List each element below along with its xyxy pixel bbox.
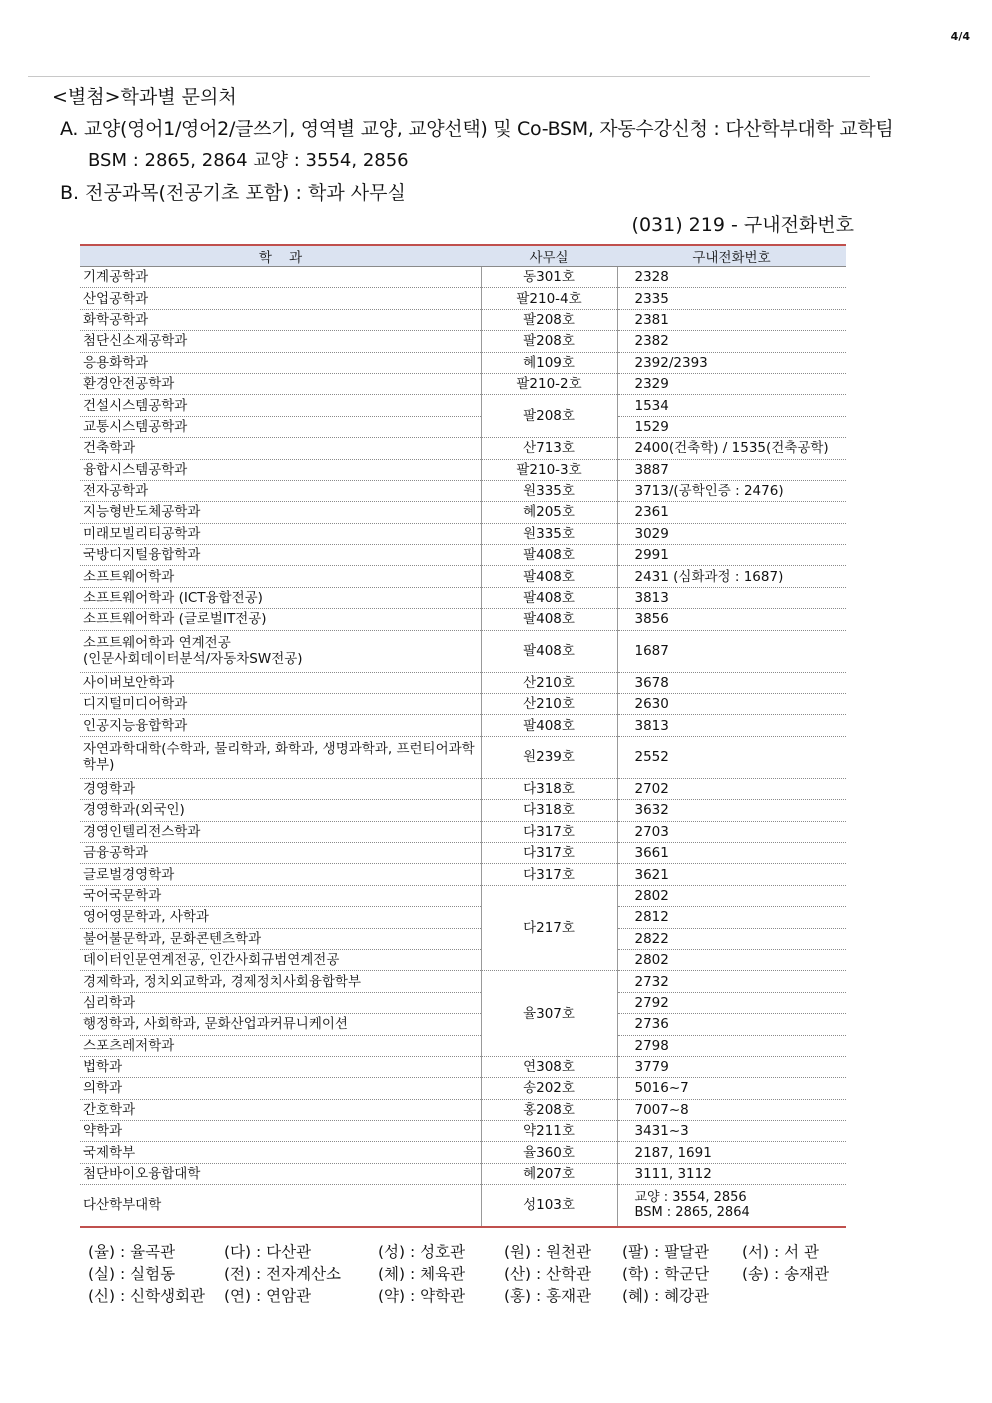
department-name: 국어국문학과 [80, 885, 481, 906]
table-row [80, 267, 846, 288]
office-room: 팔408호 [481, 630, 617, 672]
office-room: 혜205호 [481, 502, 617, 523]
table-row [80, 1078, 846, 1099]
table-row [80, 1056, 846, 1077]
legend-item: (실) : 실험동 [88, 1265, 176, 1283]
table-row [80, 309, 846, 330]
legend-item: (체) : 체육관 [378, 1265, 466, 1283]
building-legend [88, 1241, 842, 1307]
department-name: 경영인텔리전스학과 [80, 821, 481, 842]
legend-item: (팔) : 팔달관 [622, 1243, 710, 1261]
extension-number: 2798 [617, 1035, 846, 1056]
office-room: 혜109호 [481, 352, 617, 373]
office-room: 산210호 [481, 672, 617, 693]
extension-number: 7007~8 [617, 1099, 846, 1120]
table-row [80, 395, 846, 416]
office-room: 다318호 [481, 800, 617, 821]
extension-number: 2732 [617, 971, 846, 992]
office-room: 성103호 [481, 1185, 617, 1227]
extension-number: 3632 [617, 800, 846, 821]
department-name: 소프트웨어학과 (글로벌IT전공) [80, 609, 481, 630]
department-name: 응용화학과 [80, 352, 481, 373]
table-row [80, 587, 846, 608]
extension-number: 3713/(공학인증 : 2476) [617, 480, 846, 501]
department-name: 소프트웨어학과 (ICT융합전공) [80, 587, 481, 608]
department-name: 국제학부 [80, 1142, 481, 1163]
office-room: 동301호 [481, 267, 617, 288]
table-row [80, 821, 846, 842]
table-row [80, 1142, 846, 1163]
extension-number: 3029 [617, 523, 846, 544]
department-name: 데이터인문연계전공, 인간사회규범연계전공 [80, 949, 481, 970]
table-row [80, 885, 846, 906]
legend-item: (혜) : 혜강관 [622, 1287, 710, 1305]
legend-row [88, 1285, 842, 1307]
office-room: 팔408호 [481, 715, 617, 736]
table-row [80, 352, 846, 373]
table-row [80, 1035, 846, 1056]
table-row [80, 736, 846, 778]
extension-number: 2802 [617, 885, 846, 906]
office-room: 팔208호 [481, 331, 617, 352]
department-name: 국방디지털융합학과 [80, 545, 481, 566]
office-room: 원335호 [481, 523, 617, 544]
table-row [80, 907, 846, 928]
table-row [80, 842, 846, 863]
extension-number: 2736 [617, 1014, 846, 1035]
extension-number: 2991 [617, 545, 846, 566]
extension-number: 2361 [617, 502, 846, 523]
office-room: 팔408호 [481, 545, 617, 566]
table-row [80, 694, 846, 715]
department-name: 건설시스템공학과 [80, 395, 481, 416]
extension-number: 2802 [617, 949, 846, 970]
legend-item: (전) : 전자계산소 [224, 1265, 342, 1283]
legend-item: (다) : 다산관 [224, 1243, 312, 1261]
office-room: 다217호 [481, 885, 617, 971]
table-row [80, 480, 846, 501]
extension-number: 3779 [617, 1056, 846, 1077]
department-name: 금융공학과 [80, 842, 481, 863]
department-name: 법학과 [80, 1056, 481, 1077]
extension-number: 2400(건축학) / 1535(건축공학) [617, 438, 846, 459]
table-row [80, 992, 846, 1013]
department-name: 글로벌경영학과 [80, 864, 481, 885]
department-name: 미래모빌리티공학과 [80, 523, 481, 544]
table-row [80, 971, 846, 992]
extension-number: 2187, 1691 [617, 1142, 846, 1163]
extension-number: 3621 [617, 864, 846, 885]
office-room: 원335호 [481, 480, 617, 501]
department-name: 경영학과(외국인) [80, 800, 481, 821]
office-room: 산210호 [481, 694, 617, 715]
department-name: 디지털미디어학과 [80, 694, 481, 715]
table-row [80, 778, 846, 799]
extension-number: 2630 [617, 694, 846, 715]
extension-number: 3111, 3112 [617, 1163, 846, 1184]
extension-number: 3813 [617, 587, 846, 608]
table-body [80, 267, 846, 1227]
extension-number: 3431~3 [617, 1121, 846, 1142]
table-row [80, 1121, 846, 1142]
extension-number: 교양 : 3554, 2856 BSM : 2865, 2864 [617, 1185, 846, 1227]
page-title: <별첨>학과별 문의처 [52, 86, 237, 108]
office-room: 다317호 [481, 842, 617, 863]
department-name: 경영학과 [80, 778, 481, 799]
department-name: 산업공학과 [80, 288, 481, 309]
department-name: 인공지능융합학과 [80, 715, 481, 736]
office-room: 약211호 [481, 1121, 617, 1142]
header-extension: 구내전화번호 [617, 245, 846, 267]
table-row [80, 1014, 846, 1035]
section-b-text: B. 전공과목(전공기초 포함) : 학과 사무실 [60, 182, 406, 204]
office-room: 다318호 [481, 778, 617, 799]
office-room: 다317호 [481, 821, 617, 842]
extension-number: 5016~7 [617, 1078, 846, 1099]
department-name: 첨단신소재공학과 [80, 331, 481, 352]
extension-number: 2382 [617, 331, 846, 352]
department-name: 융합시스템공학과 [80, 459, 481, 480]
extension-number: 3813 [617, 715, 846, 736]
office-room: 다317호 [481, 864, 617, 885]
table-row [80, 800, 846, 821]
legend-item: (서) : 서 관 [742, 1243, 820, 1261]
table-row [80, 609, 846, 630]
table-row [80, 331, 846, 352]
department-name: 환경안전공학과 [80, 373, 481, 394]
table-header-row [80, 245, 846, 267]
department-name: 스포츠레저학과 [80, 1035, 481, 1056]
office-room: 홍208호 [481, 1099, 617, 1120]
office-room: 팔408호 [481, 566, 617, 587]
department-name: 불어불문학과, 문화콘텐츠학과 [80, 928, 481, 949]
table-row [80, 566, 846, 587]
extension-number: 2328 [617, 267, 846, 288]
header-department: 학 과 [80, 245, 481, 267]
department-name: 화학공학과 [80, 309, 481, 330]
office-room: 송202호 [481, 1078, 617, 1099]
table-row [80, 928, 846, 949]
legend-item: (율) : 율곡관 [88, 1243, 176, 1261]
table-row [80, 715, 846, 736]
department-name: 기계공학과 [80, 267, 481, 288]
office-room: 팔210-2호 [481, 373, 617, 394]
table-row [80, 1099, 846, 1120]
department-name: 지능형반도체공학과 [80, 502, 481, 523]
department-name: 소프트웨어학과 [80, 566, 481, 587]
extension-number: 2552 [617, 736, 846, 778]
department-name: 심리학과 [80, 992, 481, 1013]
extension-number: 2703 [617, 821, 846, 842]
section-a-text: A. 교양(영어1/영어2/글쓰기, 영역별 교양, 교양선택) 및 Co-BSM, 자동수강신청 : 다산학부대학 교학팀 [60, 118, 894, 140]
extension-number: 3661 [617, 842, 846, 863]
table-row [80, 672, 846, 693]
extension-number: 2792 [617, 992, 846, 1013]
legend-item: (신) : 신학생회관 [88, 1287, 206, 1305]
office-room: 산713호 [481, 438, 617, 459]
table-row [80, 438, 846, 459]
department-name: 교통시스템공학과 [80, 416, 481, 437]
department-name: 영어영문학과, 사학과 [80, 907, 481, 928]
table-row [80, 1163, 846, 1184]
table-row [80, 630, 846, 672]
office-room: 율307호 [481, 971, 617, 1057]
extension-number: 2702 [617, 778, 846, 799]
extension-number: 3887 [617, 459, 846, 480]
department-name: 건축학과 [80, 438, 481, 459]
office-room: 팔408호 [481, 609, 617, 630]
extension-number: 2822 [617, 928, 846, 949]
extension-number: 3678 [617, 672, 846, 693]
department-name: 행정학과, 사회학과, 문화산업과커뮤니케이션 [80, 1014, 481, 1035]
table-row [80, 864, 846, 885]
table-row [80, 416, 846, 437]
office-room: 팔408호 [481, 587, 617, 608]
department-name: 소프트웨어학과 연계전공 (인문사회데이터분석/자동차SW전공) [80, 630, 481, 672]
legend-item: (약) : 약학관 [378, 1287, 466, 1305]
department-name: 다산학부대학 [80, 1185, 481, 1227]
header-office: 사무실 [481, 245, 617, 267]
department-name: 첨단바이오융합대학 [80, 1163, 481, 1184]
department-name: 경제학과, 정치외교학과, 경제정치사회융합학부 [80, 971, 481, 992]
extension-number: 2329 [617, 373, 846, 394]
legend-item: (송) : 송재관 [742, 1265, 830, 1283]
table-row [80, 288, 846, 309]
office-room: 혜207호 [481, 1163, 617, 1184]
extension-number: 2431 (심화과정 : 1687) [617, 566, 846, 587]
table-row [80, 459, 846, 480]
table-row [80, 1185, 846, 1227]
extension-number: 2335 [617, 288, 846, 309]
extension-number: 1534 [617, 395, 846, 416]
department-name: 간호학과 [80, 1099, 481, 1120]
legend-item: (산) : 산학관 [504, 1265, 592, 1283]
extension-number: 2812 [617, 907, 846, 928]
office-room: 팔210-4호 [481, 288, 617, 309]
table-row [80, 373, 846, 394]
office-room: 율360호 [481, 1142, 617, 1163]
extension-number: 2392/2393 [617, 352, 846, 373]
legend-row [88, 1263, 842, 1285]
office-room: 원239호 [481, 736, 617, 778]
office-room: 연308호 [481, 1056, 617, 1077]
legend-item: (학) : 학군단 [622, 1265, 710, 1283]
table-row [80, 523, 846, 544]
office-room: 팔208호 [481, 395, 617, 438]
table-row [80, 545, 846, 566]
phone-prefix: (031) 219 - 구내전화번호 [631, 214, 854, 236]
page-number: 4/4 [950, 30, 970, 43]
department-name: 약학과 [80, 1121, 481, 1142]
office-room: 팔210-3호 [481, 459, 617, 480]
extension-number: 1529 [617, 416, 846, 437]
department-name: 전자공학과 [80, 480, 481, 501]
legend-item: (연) : 연암관 [224, 1287, 312, 1305]
legend-row [88, 1241, 842, 1263]
extension-number: 2381 [617, 309, 846, 330]
office-room: 팔208호 [481, 309, 617, 330]
department-table [80, 244, 846, 1228]
department-name: 자연과학대학(수학과, 물리학과, 화학과, 생명과학과, 프런티어과학학부) [80, 736, 481, 778]
department-name: 사이버보안학과 [80, 672, 481, 693]
table-row [80, 502, 846, 523]
section-a-bsm-text: BSM : 2865, 2864 교양 : 3554, 2856 [88, 150, 409, 171]
legend-item: (홍) : 홍재관 [504, 1287, 592, 1305]
top-divider [28, 76, 870, 77]
extension-number: 3856 [617, 609, 846, 630]
legend-item: (성) : 성호관 [378, 1243, 466, 1261]
extension-number: 1687 [617, 630, 846, 672]
table-row [80, 949, 846, 970]
legend-item: (원) : 원천관 [504, 1243, 592, 1261]
department-name: 의학과 [80, 1078, 481, 1099]
